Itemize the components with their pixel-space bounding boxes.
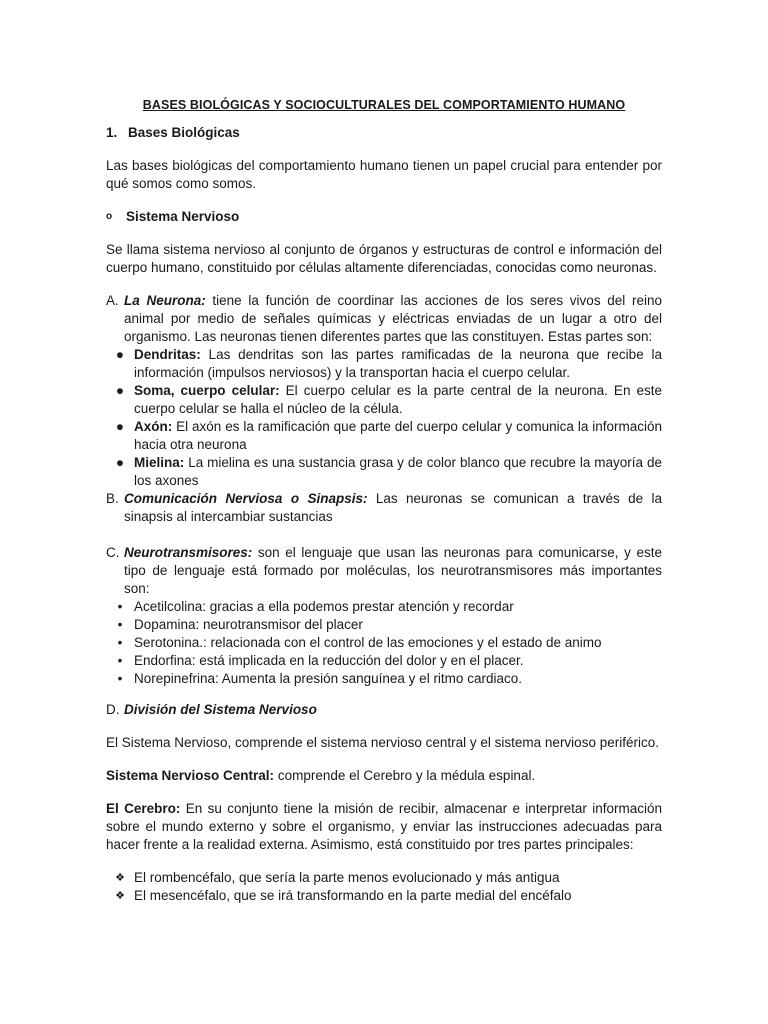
list-item: ❖ El rombencéfalo, que sería la parte menos evolucionado y más antigua (106, 869, 662, 887)
bullet-dot-icon: ● (115, 419, 125, 434)
central-term: Sistema Nervioso Central: (106, 768, 275, 783)
bullet-dot-icon: • (117, 617, 123, 632)
item-body (124, 701, 662, 719)
part-text: El cuerpo celular es la parte central de la neurona. En este cuerpo celular se halla el núcleo de la célula. (134, 383, 663, 416)
item-term: Comunicación Nerviosa o Sinapsis: (124, 491, 368, 506)
part-term: Soma, cuerpo celular: (134, 383, 280, 398)
bullet-dot-icon: ● (115, 347, 125, 362)
division-paragraph: El Sistema Nervioso, comprende el sistema nervioso central y el sistema nervioso periférico. (106, 735, 659, 750)
intro-paragraph: Las bases biológicas del comportamiento humano tienen un papel crucial para entender por qué somos como somos. (106, 158, 662, 191)
item-neurona (106, 292, 662, 346)
subsection-heading (106, 208, 662, 226)
list-item: • Acetilcolina: gracias a ella podemos prestar atención y recordar (106, 598, 662, 616)
section-heading (106, 124, 662, 142)
central-paragraph (106, 767, 662, 785)
section-label: Bases Biológicas (128, 125, 240, 140)
item-body (124, 490, 662, 526)
list-item (106, 454, 662, 490)
cerebro-paragraph (106, 800, 662, 854)
bullet-dot-icon: • (117, 671, 123, 686)
item-term: División del Sistema Nervioso (124, 702, 317, 717)
part-text: La mielina es una sustancia grasa y de color blanco que recubre la mayoría de los axones (134, 455, 662, 488)
item-letter: B. (106, 491, 119, 506)
list-item: ❖ El mesencéfalo, que se irá transformando en la parte medial del encéfalo (106, 887, 662, 905)
central-text: comprende el Cerebro y la médula espinal. (274, 768, 536, 783)
section-number: 1. (106, 125, 118, 140)
list-item: • Serotonina.: relacionada con el control de las emociones y el estado de animo (106, 634, 662, 652)
cerebro-text: En su conjunto tiene la misión de recibir, almacenar e interpretar información sobre el mundo externo y sobre el organismo, y enviar las instrucciones adecuadas para hacer frente a la realidad externa. Asimismo, está constituido por tres partes principales: (106, 801, 662, 852)
list-item (106, 382, 662, 418)
part-term: Mielina: (134, 455, 185, 470)
item-text: son el lenguaje que usan las neuronas para comunicarse, y este tipo de lenguaje está formado por moléculas, los neurotransmisores más importantes son: (124, 545, 662, 596)
item-letter: C. (106, 545, 120, 560)
item-body (124, 544, 662, 598)
diamond-bullet-icon: ❖ (115, 890, 125, 902)
item-text: tiene la función de coordinar las acciones de los seres vivos del reino animal por medio de señales químicas y eléctricas enviadas de un lugar a otro del organismo. Las neuronas tienen diferentes partes que las constituyen. Estas partes son: (124, 293, 662, 344)
list-item: • Norepinefrina: Aumenta la presión sanguínea y el ritmo cardiaco. (106, 670, 662, 688)
item-term: La Neurona: (124, 293, 206, 308)
list-item: • Dopamina: neurotransmisor del placer (106, 616, 662, 634)
item-letter: D. (106, 702, 120, 717)
item-letter: A. (106, 293, 119, 308)
bullet-dot-icon: • (117, 635, 123, 650)
list-item (106, 418, 662, 454)
subsection-label: Sistema Nervioso (126, 209, 240, 224)
diamond-bullet-icon: ❖ (115, 872, 125, 884)
item-neurotransmisores (106, 544, 662, 598)
list-item (106, 346, 662, 382)
item-body (124, 292, 662, 346)
item-comunicacion (106, 490, 662, 526)
neurotransmitter-list (106, 598, 662, 688)
part-term: Dendritas: (134, 347, 201, 362)
item-term: Neurotransmisores: (124, 545, 253, 560)
neuron-parts-list (106, 346, 662, 490)
part-text: El axón es la ramificación que parte del cuerpo celular y comunica la información hacia otra neurona (134, 419, 662, 452)
part-term: Axón: (134, 419, 173, 434)
part-text: Las dendritas son las partes ramificadas de la neurona que recibe la información (impulsos nerviosos) y la transportan hacia el cuerpo celular. (134, 347, 662, 380)
cerebro-parts-list (106, 869, 662, 905)
bullet-dot-icon: ● (115, 455, 125, 470)
circle-bullet-icon: o (106, 211, 113, 222)
item-text: Las neuronas se comunican a través de la sinapsis al intercambiar sustancias (124, 491, 663, 524)
list-item: • Endorfina: está implicada en la reducción del dolor y en el placer. (106, 652, 662, 670)
bullet-dot-icon: • (117, 653, 123, 668)
bullet-dot-icon: • (117, 599, 123, 614)
item-division (106, 701, 662, 719)
sistema-paragraph: Se llama sistema nervioso al conjunto de órganos y estructuras de control e información del cuerpo humano, constituido por células altamente diferenciadas, conocidas como neuronas. (106, 242, 662, 275)
document-title: BASES BIOLÓGICAS Y SOCIOCULTURALES DEL COMPORTAMIENTO HUMANO (142, 98, 626, 112)
bullet-dot-icon: ● (115, 383, 125, 398)
cerebro-term: El Cerebro: (106, 801, 181, 816)
